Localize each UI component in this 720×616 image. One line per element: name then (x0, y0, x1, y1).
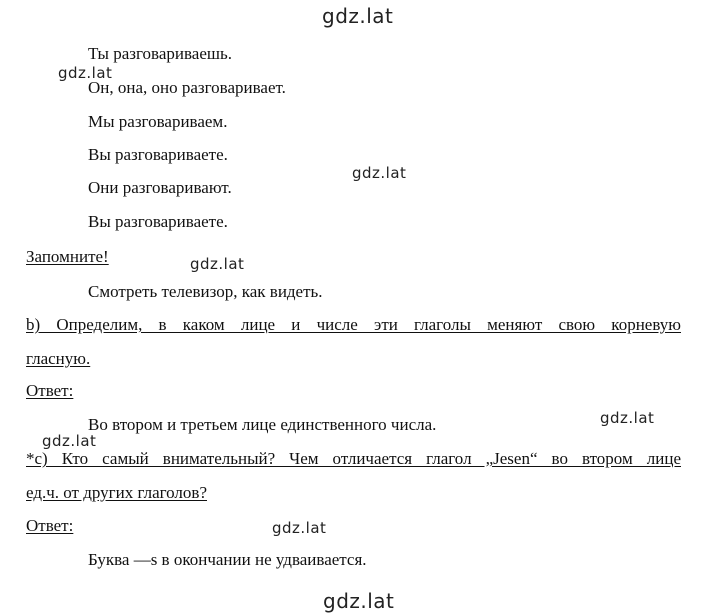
watermark: gdz.lat (190, 255, 245, 273)
question-c-line-2: ед.ч. от других глаголов? (26, 483, 207, 502)
question-b-line-2: гласную. (26, 349, 91, 368)
remember-heading: Запомните! (26, 247, 109, 266)
answer-label: Ответ: (26, 381, 74, 400)
watermark-bottom: gdz.lat (323, 589, 395, 613)
watermark-top: gdz.lat (322, 4, 394, 28)
conjugation-line: Вы разговариваете. (88, 212, 228, 231)
watermark: gdz.lat (42, 432, 97, 450)
question-b-line-1: b) Определим, в каком лице и числе эти глаголы меняют свою корневую (26, 315, 681, 334)
conjugation-line: Он, она, оно разговаривает. (88, 78, 286, 97)
answer-label: Ответ: (26, 516, 74, 535)
conjugation-line: Ты разговариваешь. (88, 44, 232, 63)
remember-text: Смотреть телевизор, как видеть. (88, 282, 323, 301)
watermark: gdz.lat (352, 164, 407, 182)
watermark: gdz.lat (58, 64, 113, 82)
answer-text: Буква —s в окончании не удваивается. (88, 550, 367, 569)
conjugation-line: Вы разговариваете. (88, 145, 228, 164)
watermark: gdz.lat (272, 519, 327, 537)
question-c-line-1: *c) Кто самый внимательный? Чем отличается глагол „Jesen“ во втором лице (26, 449, 681, 468)
conjugation-line: Они разговаривают. (88, 178, 232, 197)
answer-text: Во втором и третьем лице единственного числа. (88, 415, 437, 434)
conjugation-line: Мы разговариваем. (88, 112, 228, 131)
watermark: gdz.lat (600, 409, 655, 427)
